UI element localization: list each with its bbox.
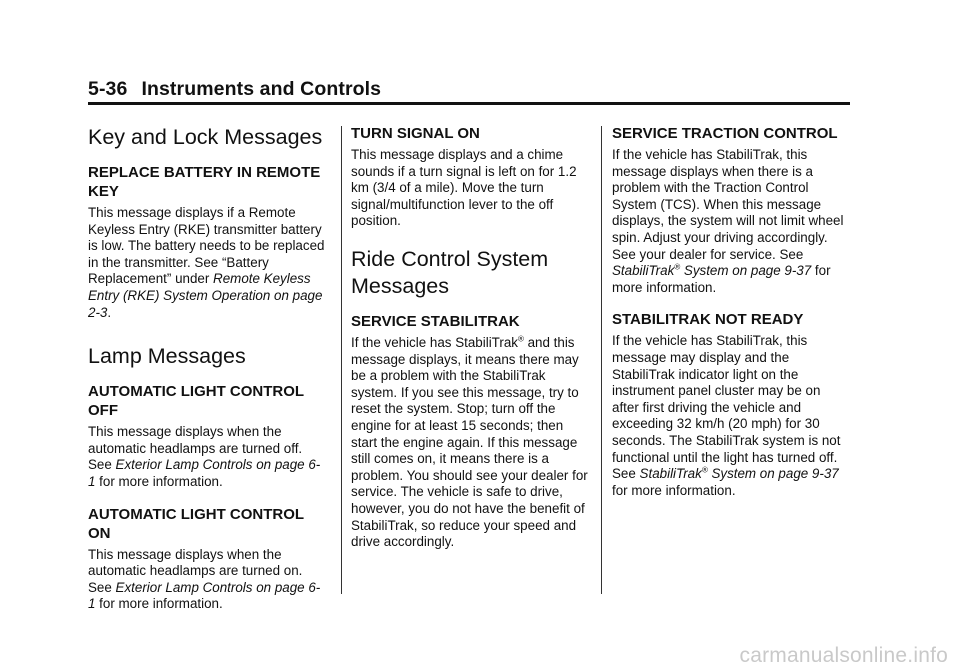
cross-reference-link[interactable]: Remote Keyless Entry (RKE) System Operation on page 2-3 — [88, 271, 323, 320]
heading-auto-light-off: AUTOMATIC LIGHT CONTROL OFF — [88, 383, 304, 420]
paragraph-auto-light-off: This message displays when the automatic headlamps are turned off. See Exterior Lamp Controls on page 6-1 for more information. — [88, 424, 321, 489]
paragraph-turn-signal: This message displays and a chime sounds if a turn signal is left on for 1.2 km (3/4 of a mile). Move the turn signal/multifunction lever to the off position. — [351, 147, 577, 229]
paragraph-service-traction: If the vehicle has StabiliTrak, this message displays when there is a problem with the Traction Control System (TCS). When this message displays, the system will not limit wheel spin. Adjust your driving accordingly. See your dealer for service. See StabiliTrak® System on page 9-37 for more information. — [612, 147, 844, 295]
cross-reference-link[interactable]: Exterior Lamp Controls on page 6-1 — [88, 457, 321, 489]
column-1 — [88, 124, 326, 627]
watermark: carmanualsonline.info — [739, 644, 948, 667]
header-rule — [88, 102, 850, 105]
heading-stabilitrak-not-ready: STABILITRAK NOT READY — [612, 311, 804, 329]
cross-reference-link[interactable]: Exterior Lamp Controls on page 6-1 — [88, 579, 321, 612]
running-header — [88, 78, 381, 101]
column-3 — [612, 124, 850, 513]
paragraph-auto-light-on: This message displays when the automatic headlamps are turned on. See Exterior Lamp Controls on page 6-1 for more information. — [88, 546, 321, 612]
registered-mark: ® — [701, 465, 708, 475]
column-2 — [351, 124, 589, 565]
column-divider-1 — [341, 126, 342, 594]
cross-reference-link[interactable]: StabiliTrak® System on page 9-37 — [612, 262, 812, 279]
section-title-key-lock: Key and Lock Messages — [88, 125, 323, 149]
section-title-lamp: Lamp Messages — [88, 344, 246, 369]
heading-replace-battery: REPLACE BATTERY IN REMOTE KEY — [88, 164, 321, 200]
paragraph-replace-battery: This message displays if a Remote Keyless Entry (RKE) transmitter battery is low. The battery needs to be replaced in the transmitter. See “Battery Replacement” under Remote Keyless Entry (RKE) System Operation on page 2-3. — [88, 205, 325, 320]
page-number: 5-36 — [88, 78, 128, 100]
cross-reference-link[interactable]: StabiliTrak® System on page 9-37 — [639, 465, 839, 482]
heading-auto-light-on: AUTOMATIC LIGHT CONTROL ON — [88, 505, 304, 542]
heading-turn-signal: TURN SIGNAL ON — [351, 125, 480, 142]
paragraph-service-stabilitrak: If the vehicle has StabiliTrak® and this message displays, it means there may be a problem with the StabiliTrak system. If you see this message, try to reset the system. Stop; turn off the engine for at least 15 seconds; then start the engine again. If this message still comes on, it means there is a problem. You should see your dealer for service. The vehicle is safe to drive, however, you do not have the benefit of StabiliTrak, so reduce your speed and drive accordingly. — [351, 334, 588, 550]
column-divider-2 — [601, 126, 602, 594]
paragraph-stabilitrak-not-ready: If the vehicle has StabiliTrak, this message may display and the StabiliTrak indicator light on the instrument panel cluster may be on after first driving the vehicle and exceeding 32 km/h (20 mph) for 30 seconds. The StabiliTrak system is not functional until the light has turned off. See StabiliTrak® System on page 9-37 for more information. — [612, 333, 841, 498]
registered-mark: ® — [674, 262, 681, 272]
section-title: Instruments and Controls — [141, 78, 382, 100]
registered-mark: ® — [517, 334, 524, 344]
section-title-ride-control: Ride Control System Messages — [351, 246, 549, 298]
heading-service-stabilitrak: SERVICE STABILITRAK — [351, 312, 520, 330]
heading-service-traction: SERVICE TRACTION CONTROL — [612, 125, 838, 142]
